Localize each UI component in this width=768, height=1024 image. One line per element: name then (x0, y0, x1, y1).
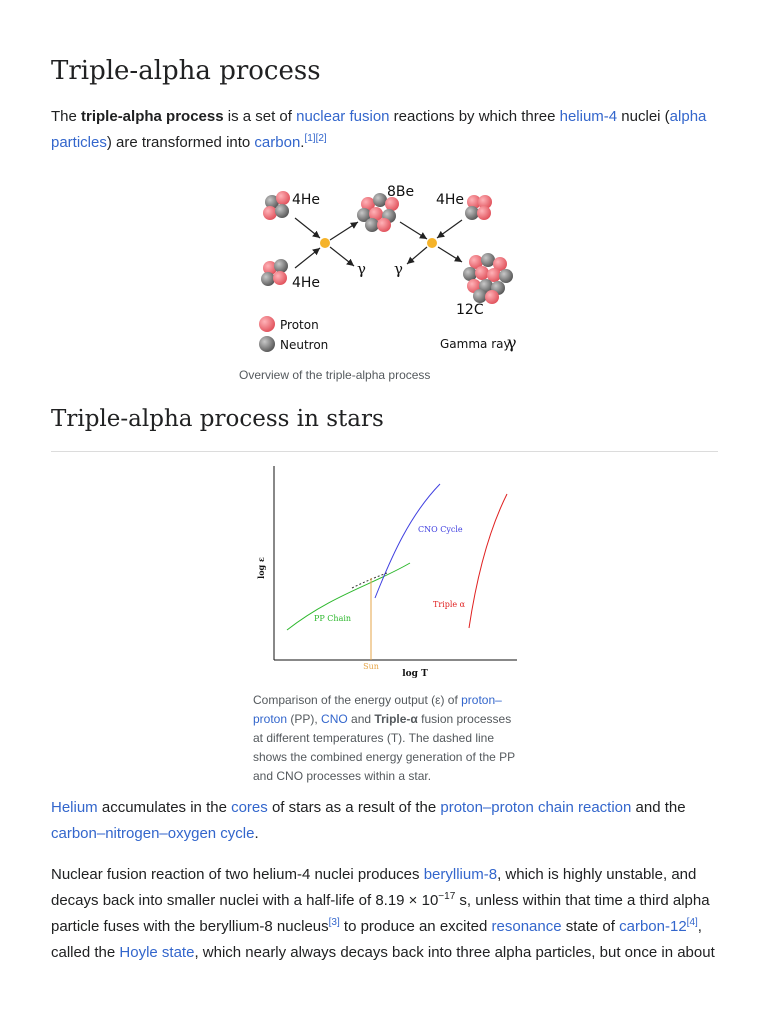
paragraph-text: to produce an excited (339, 918, 492, 935)
figure-caption (253, 691, 518, 786)
link-alpha-particles[interactable]: alpha particles (51, 108, 707, 151)
helium-4-nucleus (261, 259, 288, 286)
paragraph-helium (51, 795, 726, 847)
caption-text: and (347, 712, 375, 726)
paragraph-text: s, unless within that time a third alpha particle fuses with the beryllium-8 nucleus (51, 892, 710, 935)
he4-label: 4He (292, 192, 321, 208)
paragraph-text: accumulates in the (97, 799, 232, 816)
legend-gamma: Gamma ray (440, 337, 511, 351)
intro-text: nuclei ( (617, 108, 670, 125)
reference-2[interactable]: [2] (315, 133, 327, 144)
helium-4-nucleus (465, 195, 492, 220)
he4-label: 4He (436, 192, 465, 208)
paragraph-text: , which is highly unstable, and decays back into smaller nuclei with a half-life of 8.19 × 10 (51, 866, 697, 909)
intro-text: The (51, 108, 82, 125)
intro-bold-term: triple-alpha process (81, 108, 224, 125)
legend-gamma-symbol: γ (507, 333, 517, 352)
paragraph-text: , called the (51, 918, 702, 961)
paragraph-text: of stars as a result of the (267, 799, 441, 816)
reference-4[interactable]: [4] (686, 917, 698, 928)
triple-alpha-diagram (250, 180, 540, 360)
intro-paragraph (51, 104, 726, 156)
paragraph-text: Nuclear fusion reaction of two helium-4 nuclei produces (51, 866, 424, 883)
triple-alpha-curve (469, 494, 507, 628)
paragraph-text: . (254, 825, 259, 842)
link-carbon[interactable]: carbon (254, 134, 301, 151)
caption-text: fusion processes at different temperatures (T). The dashed line shows the combined energy generation of the PP and CNO processes within a star. (253, 712, 515, 783)
cno-cycle-curve (375, 484, 440, 598)
triple-label: Triple α (433, 600, 466, 609)
figure-caption: Overview of the triple-alpha process (239, 368, 431, 382)
section-divider (51, 451, 718, 452)
sun-label: Sun (363, 662, 379, 671)
paragraph-text: , which nearly always decays back into three alpha particles, but once in about (194, 944, 715, 961)
caption-text: Comparison of the energy output (ε) of (253, 693, 462, 707)
link-pp-chain[interactable]: proton–proton chain reaction (440, 799, 632, 816)
helium-4-nucleus (263, 191, 290, 220)
link-cores[interactable]: cores (231, 799, 268, 816)
link-nuclear-fusion[interactable]: nuclear fusion (296, 108, 390, 125)
reference-1[interactable]: [1] (304, 133, 316, 144)
fusion-spark-icon (320, 238, 330, 248)
cno-label: CNO Cycle (418, 525, 463, 534)
link-helium-4[interactable]: helium-4 (559, 108, 618, 125)
neutron-legend-icon (259, 336, 275, 352)
intro-text: reactions by which three (389, 108, 560, 125)
be8-label: 8Be (387, 184, 415, 200)
link-hoyle-state[interactable]: Hoyle state (119, 944, 195, 961)
he4-label: 4He (292, 275, 321, 291)
fusion-spark-icon (427, 238, 437, 248)
energy-output-chart (252, 460, 524, 682)
link-proton-proton[interactable]: proton–proton (253, 693, 502, 726)
link-carbon-12[interactable]: carbon-12 (619, 918, 687, 935)
link-beryllium-8[interactable]: beryllium-8 (423, 866, 498, 883)
link-resonance[interactable]: resonance (491, 918, 562, 935)
pp-label: PP Chain (314, 614, 352, 623)
caption-text: (PP), (287, 712, 322, 726)
link-cno-cycle[interactable]: carbon–nitrogen–oxygen cycle (51, 825, 255, 842)
proton-legend-icon (259, 316, 275, 332)
legend-neutron: Neutron (280, 338, 329, 352)
gamma-label: γ (394, 260, 403, 278)
exponent: −17 (438, 891, 456, 902)
paragraph-text: state of (561, 918, 620, 935)
link-helium[interactable]: Helium (51, 799, 98, 816)
section-heading: Triple-alpha process in stars (51, 406, 384, 432)
intro-text: ) are transformed into (106, 134, 255, 151)
c12-label: 12C (456, 302, 484, 318)
reference-3[interactable]: [3] (328, 917, 340, 928)
intro-text: is a set of (223, 108, 297, 125)
caption-bold: Triple-α (374, 712, 418, 726)
paragraph-text: and the (631, 799, 686, 816)
legend-proton: Proton (280, 318, 319, 332)
page-title: Triple-alpha process (51, 56, 321, 86)
carbon-12-nucleus (463, 253, 513, 304)
x-axis-label: log T (402, 669, 428, 679)
link-cno[interactable]: CNO (321, 712, 348, 726)
y-axis-label: log ε (256, 557, 266, 579)
paragraph-fusion (51, 862, 726, 966)
intro-text: . (300, 134, 305, 151)
gamma-label: γ (357, 260, 366, 278)
